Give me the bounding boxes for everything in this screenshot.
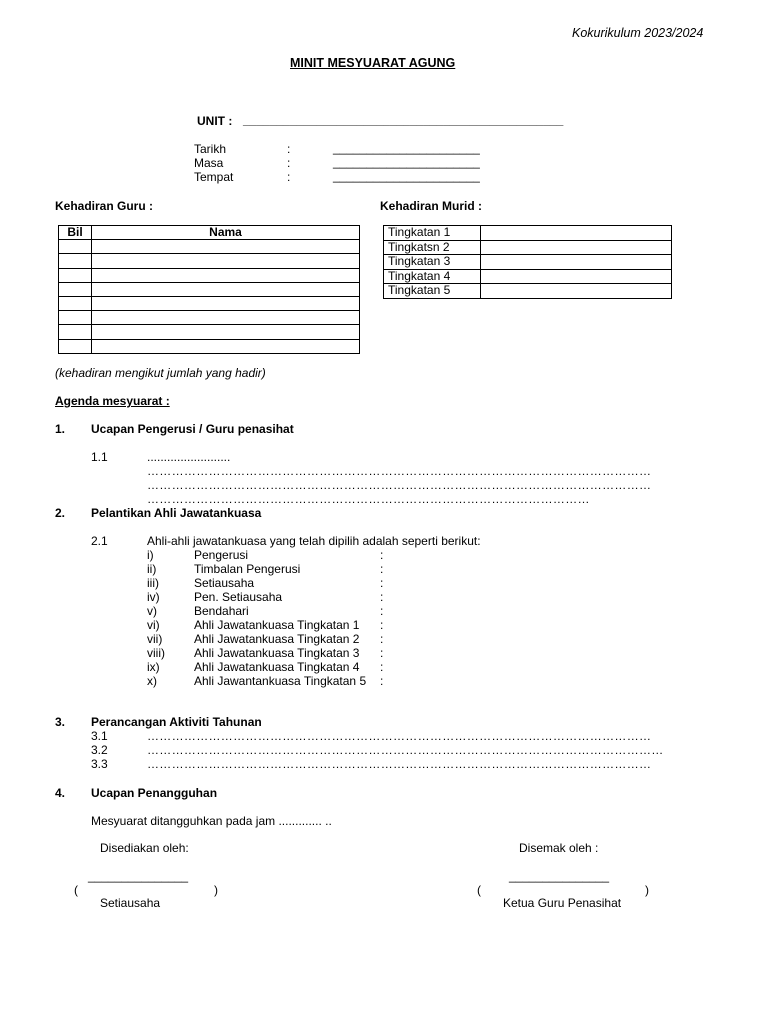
nama-cell[interactable] (92, 311, 360, 325)
dotted-line: …………………………………………………………………………………………………………… (147, 729, 652, 743)
signature-line: _______________ (88, 869, 189, 883)
section-title: Ucapan Pengerusi / Guru penasihat (91, 422, 294, 436)
table-row (59, 282, 360, 296)
adjournment-text: Mesyuarat ditangguhkan pada jam ............. .. (91, 814, 332, 828)
roman-numeral: vii) (147, 632, 163, 646)
role-separator: : (380, 618, 384, 632)
unit-line: ________________________________________________ (243, 113, 564, 127)
tingkatan-label: Tingkatan 4 (384, 269, 481, 284)
roman-numeral: iii) (147, 576, 159, 590)
sub-item-number: 3.1 (91, 729, 108, 743)
checked-by-label: Disemak oleh : (519, 841, 599, 855)
roman-numeral: ii) (147, 562, 157, 576)
section-number: 1. (55, 422, 66, 436)
sub-item-number: 3.3 (91, 757, 108, 771)
count-cell[interactable] (481, 226, 672, 241)
nama-cell[interactable] (92, 339, 360, 353)
committee-role: Ahli Jawatankuasa Tingkatan 4 (194, 660, 360, 674)
count-cell[interactable] (481, 284, 672, 299)
dotted-line: …………………………………………………………………………………………………………… (147, 464, 652, 478)
bil-cell[interactable] (59, 311, 92, 325)
column-header-bil: Bil (59, 226, 92, 240)
tingkatan-label: Tingkatan 1 (384, 226, 481, 241)
agenda-heading: Agenda mesyuarat : (55, 394, 170, 408)
header-year-label: Kokurikulum 2023/2024 (572, 26, 704, 40)
sub-item-number: 2.1 (91, 534, 108, 548)
committee-role: Ahli Jawatankuasa Tingkatan 1 (194, 618, 360, 632)
table-row (384, 240, 672, 255)
roman-numeral: i) (147, 548, 154, 562)
murid-attendance-table (383, 225, 672, 299)
table-row (59, 254, 360, 268)
section-number: 2. (55, 506, 66, 520)
committee-role: Ahli Jawatankuasa Tingkatan 3 (194, 646, 360, 660)
detail-separator: : (287, 142, 291, 156)
nama-cell[interactable] (92, 254, 360, 268)
role-separator: : (380, 590, 384, 604)
roman-numeral: ix) (147, 660, 160, 674)
committee-intro: Ahli-ahli jawatankuasa yang telah dipilih adalah seperti berikut: (147, 534, 481, 548)
paren-open: ( (74, 883, 78, 897)
sub-item-number: 3.2 (91, 743, 108, 757)
bil-cell[interactable] (59, 325, 92, 339)
committee-role: Pengerusi (194, 548, 249, 562)
table-row (384, 255, 672, 270)
detail-label: Masa (194, 156, 224, 170)
short-dotted-line: ......................... (147, 450, 231, 464)
committee-role: Ahli Jawatankuasa Tingkatan 2 (194, 632, 360, 646)
bil-cell[interactable] (59, 268, 92, 282)
prepared-by-role: Setiausaha (100, 896, 161, 910)
paren-close: ) (214, 883, 218, 897)
dotted-line: …………………………………………………………………………………………………………… (147, 478, 652, 492)
role-separator: : (380, 562, 384, 576)
signature-line: _______________ (509, 869, 610, 883)
prepared-by-label: Disediakan oleh: (100, 841, 189, 855)
dotted-line: …………………………………………………………………………………………………………… (147, 757, 652, 771)
role-separator: : (380, 632, 384, 646)
committee-role: Timbalan Pengerusi (194, 562, 301, 576)
tingkatan-label: Tingkatan 3 (384, 255, 481, 270)
roman-numeral: vi) (147, 618, 160, 632)
checked-by-role: Ketua Guru Penasihat (503, 896, 622, 910)
guru-attendance-table (58, 225, 360, 354)
nama-cell[interactable] (92, 296, 360, 310)
dotted-line: ……………………………………………………………………………………………… (147, 492, 590, 506)
table-row (59, 311, 360, 325)
paren-open: ( (477, 883, 481, 897)
sub-item-number: 1.1 (91, 450, 108, 464)
nama-cell[interactable] (92, 268, 360, 282)
roman-numeral: viii) (147, 646, 165, 660)
detail-separator: : (287, 156, 291, 170)
role-separator: : (380, 646, 384, 660)
tingkatan-label: Tingkatsn 2 (384, 240, 481, 255)
detail-label: Tempat (194, 170, 234, 184)
unit-label: UNIT : (197, 114, 233, 128)
committee-role: Pen. Setiausaha (194, 590, 283, 604)
count-cell[interactable] (481, 240, 672, 255)
nama-cell[interactable] (92, 240, 360, 254)
role-separator: : (380, 548, 384, 562)
nama-cell[interactable] (92, 325, 360, 339)
detail-line: ______________________ (333, 169, 480, 183)
table-row (384, 226, 672, 241)
committee-role: Setiausaha (194, 576, 255, 590)
count-cell[interactable] (481, 269, 672, 284)
section-title: Pelantikan Ahli Jawatankuasa (91, 506, 262, 520)
bil-cell[interactable] (59, 254, 92, 268)
count-cell[interactable] (481, 255, 672, 270)
table-row (384, 269, 672, 284)
table-row (59, 325, 360, 339)
detail-line: ______________________ (333, 141, 480, 155)
table-header-row (59, 226, 360, 240)
roman-numeral: x) (147, 674, 157, 688)
table-row (384, 284, 672, 299)
detail-separator: : (287, 170, 291, 184)
roman-numeral: iv) (147, 590, 160, 604)
murid-attendance-heading: Kehadiran Murid : (380, 199, 483, 213)
guru-attendance-heading: Kehadiran Guru : (55, 199, 154, 213)
tingkatan-label: Tingkatan 5 (384, 284, 481, 299)
section-title: Perancangan Aktiviti Tahunan (91, 715, 262, 729)
bil-cell[interactable] (59, 240, 92, 254)
attendance-note: (kehadiran mengikut jumlah yang hadir) (55, 366, 266, 380)
section-title: Ucapan Penangguhan (91, 786, 218, 800)
role-separator: : (380, 660, 384, 674)
roman-numeral: v) (147, 604, 157, 618)
paren-close: ) (645, 883, 649, 897)
committee-role: Bendahari (194, 604, 249, 618)
table-row (59, 296, 360, 310)
dotted-line: ……………………………………………………………………………………………………………… (147, 743, 664, 757)
nama-cell[interactable] (92, 282, 360, 296)
table-row (59, 268, 360, 282)
role-separator: : (380, 604, 384, 618)
section-number: 3. (55, 715, 66, 729)
table-row (59, 339, 360, 353)
table-row (59, 240, 360, 254)
bil-cell[interactable] (59, 296, 92, 310)
section-number: 4. (55, 786, 66, 800)
detail-line: ______________________ (333, 155, 480, 169)
bil-cell[interactable] (59, 282, 92, 296)
column-header-nama: Nama (92, 226, 360, 240)
detail-label: Tarikh (194, 142, 227, 156)
page-title: MINIT MESYUARAT AGUNG (290, 56, 456, 70)
role-separator: : (380, 576, 384, 590)
bil-cell[interactable] (59, 339, 92, 353)
committee-role: Ahli Jawantankuasa Tingkatan 5 (194, 674, 367, 688)
role-separator: : (380, 674, 384, 688)
